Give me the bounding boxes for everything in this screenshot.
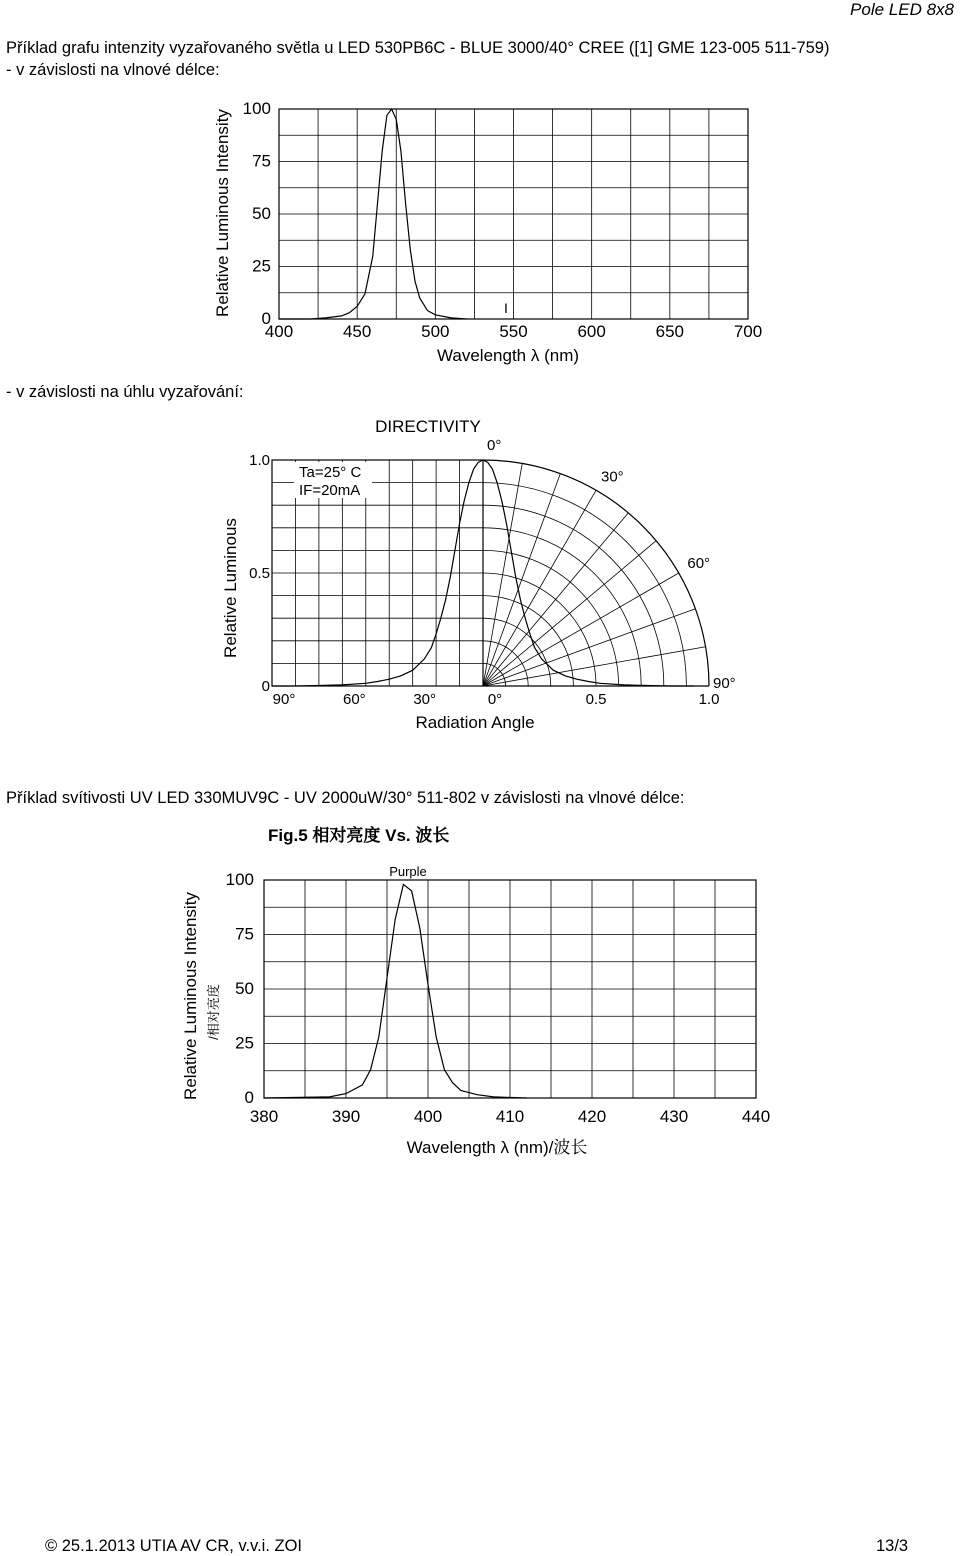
y-axis-label: Relative Luminous xyxy=(221,518,240,658)
x-tick-label: 400 xyxy=(264,322,294,341)
x-tick-label: 400 xyxy=(413,1107,443,1126)
stray-mark: I xyxy=(504,300,508,316)
x-tick-label: 30° xyxy=(413,691,437,708)
angle-labels xyxy=(487,437,736,692)
y-tick-label: 1.0 xyxy=(249,452,270,469)
x-tick-label: 60° xyxy=(342,691,366,708)
y-tick-label: 100 xyxy=(225,870,254,889)
x-tick-label: 430 xyxy=(659,1107,689,1126)
polar-ray xyxy=(483,541,656,686)
polar-ray xyxy=(483,513,628,686)
chart-directivity xyxy=(221,417,736,732)
chart-grid xyxy=(279,109,748,319)
document-header: Pole LED 8x8 xyxy=(850,0,954,19)
intro-line-2: - v závislosti na vlnové délce: xyxy=(6,61,220,79)
x-tick-labels xyxy=(273,691,720,708)
x-axis-label: Radiation Angle xyxy=(415,713,535,732)
series-label: Purple xyxy=(389,864,427,879)
y-tick-label: 0 xyxy=(244,1088,254,1107)
y-tick-label: 25 xyxy=(252,256,271,276)
x-tick-label: 0.5 xyxy=(585,691,607,708)
x-tick-label: 410 xyxy=(495,1107,525,1126)
y-tick-label: 0.5 xyxy=(249,565,270,582)
y-tick-label: 0 xyxy=(261,678,270,695)
y-tick-label: 100 xyxy=(242,99,271,118)
section-angle-text: - v závislosti na úhlu vyzařování: xyxy=(6,383,244,401)
y-tick-labels xyxy=(249,452,270,695)
y-tick-label: 0 xyxy=(261,309,271,328)
x-tick-label: 0° xyxy=(487,691,503,708)
y-tick-label: 75 xyxy=(235,924,254,944)
y-tick-labels xyxy=(226,870,254,1107)
y-axis-label: Relative Luminous Intensity xyxy=(213,109,232,317)
x-tick-label: 420 xyxy=(577,1107,607,1126)
y-tick-labels xyxy=(243,99,271,328)
x-tick-label: 650 xyxy=(655,322,685,341)
x-tick-labels xyxy=(250,1107,770,1126)
y-tick-label: 50 xyxy=(252,204,271,223)
chart-grid xyxy=(264,880,756,1098)
chart-uv-spectrum xyxy=(181,825,770,1157)
x-tick-label: 390 xyxy=(331,1107,361,1126)
footer-copyright: © 25.1.2013 UTIA AV CR, v.v.i. ZOI xyxy=(45,1537,302,1555)
annotation-temperature: Ta=25° C xyxy=(299,464,362,481)
chart-title: Fig.5 相对亮度 Vs. 波长 xyxy=(268,826,450,845)
y-tick-label: 75 xyxy=(252,151,271,171)
x-tick-labels xyxy=(265,322,762,341)
angle-label: 90° xyxy=(713,675,736,692)
x-tick-label: 440 xyxy=(741,1107,771,1126)
section-uv-text: Příklad svítivosti UV LED 330MUV9C - UV 2000uW/30° 511-802 v závislosti na vlnové délce: xyxy=(6,789,685,807)
chart-blue-spectrum xyxy=(213,99,762,365)
x-axis-label: Wavelength λ (nm)/波长 xyxy=(406,1138,588,1157)
x-tick-label: 450 xyxy=(342,322,372,341)
angle-label: 30° xyxy=(601,468,624,486)
x-tick-label: 500 xyxy=(421,322,450,341)
angle-label: 0° xyxy=(487,437,502,454)
x-tick-label: 550 xyxy=(499,322,528,341)
x-tick-label: 700 xyxy=(733,322,763,341)
y-axis-sublabel: /相对亮度 xyxy=(206,984,221,1040)
y-tick-label: 25 xyxy=(235,1033,254,1053)
x-tick-label: 90° xyxy=(272,691,296,708)
x-axis-label: Wavelength λ (nm) xyxy=(436,346,580,365)
chart-title: DIRECTIVITY xyxy=(375,417,481,436)
y-tick-label: 50 xyxy=(235,979,254,998)
x-tick-label: 1.0 xyxy=(698,691,720,708)
y-axis-label: Relative Luminous Intensity xyxy=(181,892,200,1100)
intro-line-1: Příklad grafu intenzity vyzařovaného světla u LED 530PB6C - BLUE 3000/40° CREE ([1] GME 123-005 511-759) xyxy=(6,39,830,57)
footer-page-number: 13/3 xyxy=(876,1537,909,1555)
polar-grid xyxy=(483,460,709,686)
x-tick-label: 600 xyxy=(577,322,606,341)
angle-label: 60° xyxy=(687,555,711,572)
x-tick-label: 380 xyxy=(249,1107,279,1126)
annotation-current: IF=20mA xyxy=(299,482,361,499)
spectrum-curve xyxy=(264,884,526,1098)
